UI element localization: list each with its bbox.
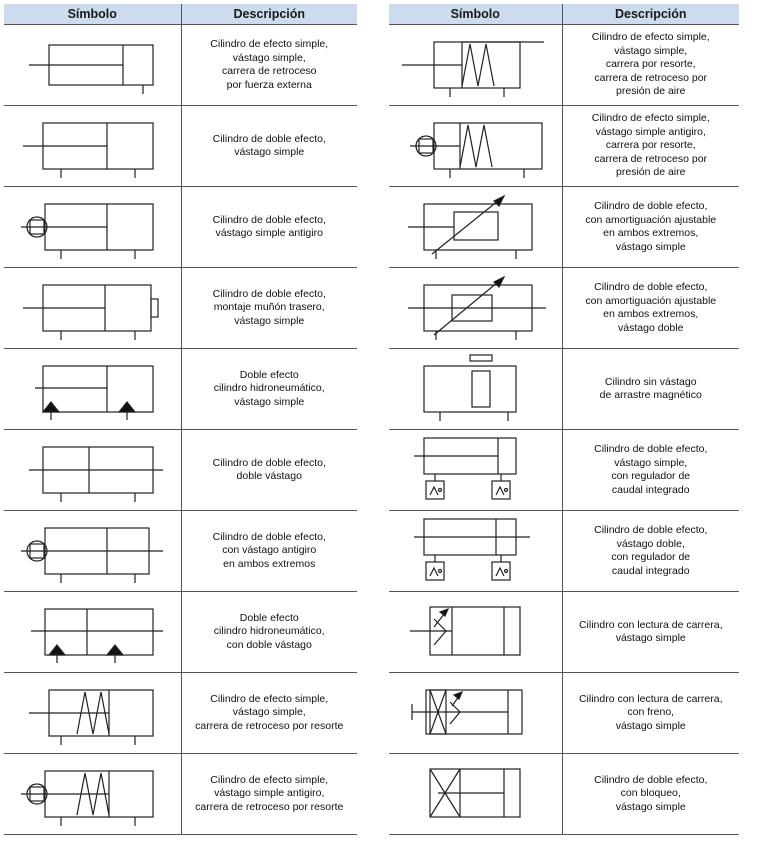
description-column-header: Descripción <box>181 4 357 25</box>
rodless-magnetic-cylinder-icon <box>400 354 550 424</box>
symbol-cell <box>389 349 562 430</box>
symbol-cell <box>389 592 562 673</box>
cylinder-symbols-table-right <box>389 4 739 835</box>
table-row <box>4 430 357 511</box>
description-cell: Doble efecto cilindro hidroneumático, vástago simple <box>181 349 357 430</box>
stroke-reading-cylinder-icon <box>400 597 550 667</box>
description-cell: Cilindro de doble efecto, vástago doble, con regulador de caudal integrado <box>562 511 739 592</box>
table-row <box>4 268 357 349</box>
symbol-cell <box>389 25 562 106</box>
description-cell: Cilindro de efecto simple, vástago simple, carrera por resorte, carrera de retroceso por presión de aire <box>562 25 739 106</box>
flow-control-double-rod-cylinder-icon <box>400 516 550 586</box>
description-cell: Cilindro de doble efecto, con vástago antigiro en ambos extremos <box>181 511 357 592</box>
table-row <box>389 268 739 349</box>
table-row <box>4 592 357 673</box>
adjustable-cushion-cylinder-icon <box>400 192 550 262</box>
symbol-cell <box>4 349 181 430</box>
hydropneumatic-double-rod-cylinder-icon <box>17 597 167 667</box>
table-row <box>389 25 739 106</box>
symbol-column-header: Símbolo <box>389 4 562 25</box>
symbol-cell <box>4 754 181 835</box>
description-cell: Cilindro de efecto simple, vástago simple antigiro, carrera de retroceso por resorte <box>181 754 357 835</box>
description-cell: Cilindro de efecto simple, vástago simple antigiro, carrera por resorte, carrera de retroceso por presión de aire <box>562 106 739 187</box>
symbol-column-header: Símbolo <box>4 4 181 25</box>
symbol-cell <box>4 430 181 511</box>
description-cell: Cilindro de doble efecto, montaje muñón trasero, vástago simple <box>181 268 357 349</box>
description-cell: Cilindro con lectura de carrera, vástago simple <box>562 592 739 673</box>
description-cell: Cilindro de doble efecto, con bloqueo, vástago simple <box>562 754 739 835</box>
cylinder-symbols-table-left <box>4 4 357 835</box>
description-cell: Cilindro de doble efecto, vástago simple <box>181 106 357 187</box>
single-acting-cylinder-external-force-icon <box>17 30 167 100</box>
symbol-cell <box>4 25 181 106</box>
table-row <box>4 106 357 187</box>
symbol-cell <box>389 511 562 592</box>
table-header-row <box>389 4 739 25</box>
table-row <box>389 511 739 592</box>
symbol-cell <box>4 511 181 592</box>
symbol-cell <box>4 268 181 349</box>
double-acting-double-rod-cylinder-icon <box>17 435 167 505</box>
description-cell: Cilindro con lectura de carrera, con freno, vástago simple <box>562 673 739 754</box>
description-cell: Cilindro de doble efecto, vástago simple, con regulador de caudal integrado <box>562 430 739 511</box>
table-row <box>4 754 357 835</box>
table-row <box>389 592 739 673</box>
flow-control-cylinder-icon <box>400 435 550 505</box>
description-cell: Cilindro de doble efecto, vástago simple antigiro <box>181 187 357 268</box>
table-row <box>4 673 357 754</box>
symbol-cell <box>4 592 181 673</box>
description-cell: Cilindro sin vástago de arrastre magnético <box>562 349 739 430</box>
table-row <box>389 673 739 754</box>
hydropneumatic-cylinder-icon <box>17 354 167 424</box>
symbol-cell <box>4 673 181 754</box>
symbol-cell <box>389 754 562 835</box>
double-acting-cylinder-icon <box>17 111 167 181</box>
symbol-cell <box>389 187 562 268</box>
table-row <box>389 349 739 430</box>
stroke-reading-brake-cylinder-icon <box>400 678 550 748</box>
adjustable-cushion-double-rod-cylinder-icon <box>400 273 550 343</box>
description-cell: Doble efecto cilindro hidroneumático, con doble vástago <box>181 592 357 673</box>
double-acting-cylinder-non-rotating-icon <box>17 192 167 262</box>
table-row <box>4 349 357 430</box>
table-row <box>389 430 739 511</box>
table-row <box>389 187 739 268</box>
single-acting-spring-extend-icon <box>400 30 550 100</box>
double-acting-non-rotating-double-rod-icon <box>17 516 167 586</box>
symbol-cell <box>389 673 562 754</box>
single-acting-non-rotating-spring-return-icon <box>17 759 167 829</box>
description-cell: Cilindro de efecto simple, vástago simple, carrera de retroceso por fuerza externa <box>181 25 357 106</box>
table-row <box>389 106 739 187</box>
description-cell: Cilindro de doble efecto, con amortiguación ajustable en ambos extremos, vástago doble <box>562 268 739 349</box>
description-cell: Cilindro de doble efecto, doble vástago <box>181 430 357 511</box>
symbol-cell <box>4 187 181 268</box>
description-cell: Cilindro de efecto simple, vástago simple, carrera de retroceso por resorte <box>181 673 357 754</box>
double-acting-cylinder-rear-trunnion-icon <box>17 273 167 343</box>
table-row <box>4 511 357 592</box>
description-column-header: Descripción <box>562 4 739 25</box>
lock-cylinder-icon <box>400 759 550 829</box>
table-row <box>4 25 357 106</box>
table-row <box>4 187 357 268</box>
symbol-cell <box>389 106 562 187</box>
table-row <box>389 754 739 835</box>
symbol-cell <box>389 268 562 349</box>
single-acting-non-rotating-spring-extend-icon <box>400 111 550 181</box>
table-header-row <box>4 4 357 25</box>
symbol-cell <box>4 106 181 187</box>
symbol-cell <box>389 430 562 511</box>
single-acting-spring-return-icon <box>17 678 167 748</box>
description-cell: Cilindro de doble efecto, con amortiguación ajustable en ambos extremos, vástago simple <box>562 187 739 268</box>
